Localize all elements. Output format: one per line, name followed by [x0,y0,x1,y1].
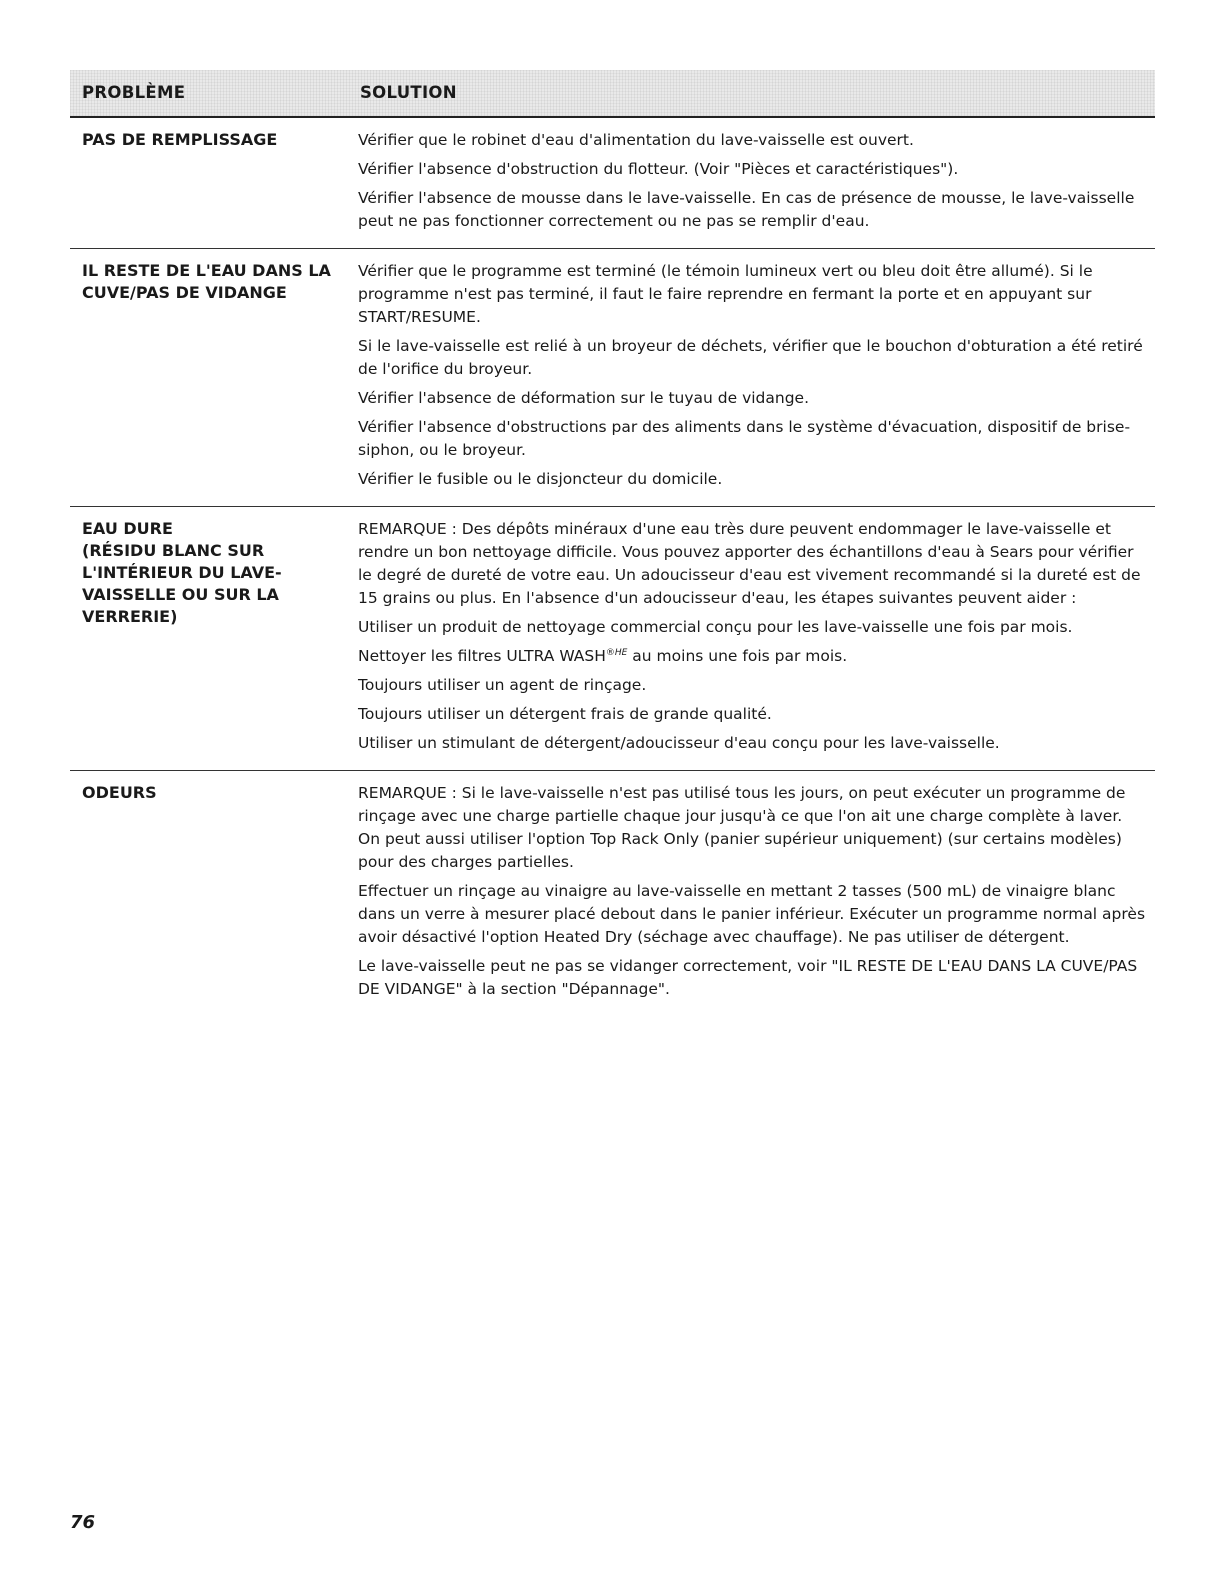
solution-text: Vérifier l'absence de déformation sur le tuyau de vidange. [358,389,810,407]
header-problem: PROBLÈME [82,83,186,102]
problem-cell: IL RESTE DE L'EAU DANS LA CUVE/PAS DE VIDANGE [82,261,331,302]
ultra-wash-lead: Nettoyer les filtres ULTRA WASH [358,647,606,665]
solution-text: Vérifier que le programme est terminé (le témoin lumineux vert ou bleu doit être allumé). Si le programme n'est pas terminé, il faut le faire reprendre en fermant la porte et en appuyant sur START/RESUME. [358,262,1093,326]
solution-text: Effectuer un rinçage au vinaigre au lave-vaisselle en mettant 2 tasses (500 mL) de vinaigre blanc dans un verre à mesurer placé debout dans le panier inférieur. Exécuter un programme normal après avoir désactivé l'option Heated Dry (séchage avec chauffage). Ne pas utiliser de détergent. [358,882,1146,946]
ultra-wash-tail: au moins une fois par mois. [627,647,848,665]
solution-text: Vérifier l'absence d'obstructions par des aliments dans le système d'évacuation, dispositif de brise-siphon, ou le broyeur. [358,418,1131,459]
solution-text: Vérifier l'absence de mousse dans le lave-vaisselle. En cas de présence de mousse, le lave-vaisselle peut ne pas fonctionner correctement ou ne pas se remplir d'eau. [358,189,1135,230]
registered-mark: ® [605,647,615,658]
problem-cell: PAS DE REMPLISSAGE [82,130,278,149]
solution-cell [358,129,1155,239]
solution-text: Utiliser un produit de nettoyage commercial conçu pour les lave-vaisselle une fois par mois. [358,618,1073,636]
solution-text: Si le lave-vaisselle est relié à un broyeur de déchets, vérifier que le bouchon d'obturation a été retiré de l'orifice du broyeur. [358,337,1143,378]
table-row [70,507,1155,771]
solution-text: Utiliser un stimulant de détergent/adoucisseur d'eau conçu pour les lave-vaisselle. [358,734,1000,752]
table-row [70,118,1155,249]
table-row [70,771,1155,1016]
troubleshooting-table [70,70,1155,1016]
solution-text-ultra-wash [358,645,1147,668]
he-mark: HE [614,647,628,658]
solution-text: Toujours utiliser un agent de rinçage. [358,676,647,694]
table-header [70,70,1155,118]
solution-text: Vérifier que le robinet d'eau d'alimentation du lave-vaisselle est ouvert. [358,131,914,149]
table-row [70,249,1155,507]
solution-text: REMARQUE : Des dépôts minéraux d'une eau très dure peuvent endommager le lave-vaisselle et rendre un bon nettoyage difficile. Vous pouvez apporter des échantillons d'eau à Sears pour vérifier le degré de dureté de votre eau. Un adoucisseur d'eau est vivement recommandé si la dureté est de 15 grains ou plus. En l'absence d'un adoucisseur d'eau, les étapes suivantes peuvent aider : [358,520,1141,607]
header-solution: SOLUTION [360,83,457,102]
solution-text: Le lave-vaisselle peut ne pas se vidanger correctement, voir "IL RESTE DE L'EAU DANS LA CUVE/PAS DE VIDANGE" à la section "Dépannage". [358,957,1138,998]
solution-cell [358,782,1155,1007]
problem-cell: EAU DURE (RÉSIDU BLANC SUR L'INTÉRIEUR DU LAVE- VAISSELLE OU SUR LA VERRERIE) [82,519,282,626]
problem-cell: ODEURS [82,783,157,802]
solution-text: REMARQUE : Si le lave-vaisselle n'est pas utilisé tous les jours, on peut exécuter un programme de rinçage avec une charge partielle chaque jour jusqu'à ce que l'on ait une charge complète à laver. On peut aussi utiliser l'option Top Rack Only (panier supérieur uniquement) (sur certains modèles) pour des charges partielles. [358,784,1126,871]
solution-text: Toujours utiliser un détergent frais de grande qualité. [358,705,772,723]
page-number: 76 [70,1512,96,1533]
solution-text: Vérifier le fusible ou le disjoncteur du domicile. [358,470,723,488]
solution-cell [358,260,1155,497]
solution-cell [358,518,1155,761]
solution-text: Vérifier l'absence d'obstruction du flotteur. (Voir "Pièces et caractéristiques"). [358,160,959,178]
